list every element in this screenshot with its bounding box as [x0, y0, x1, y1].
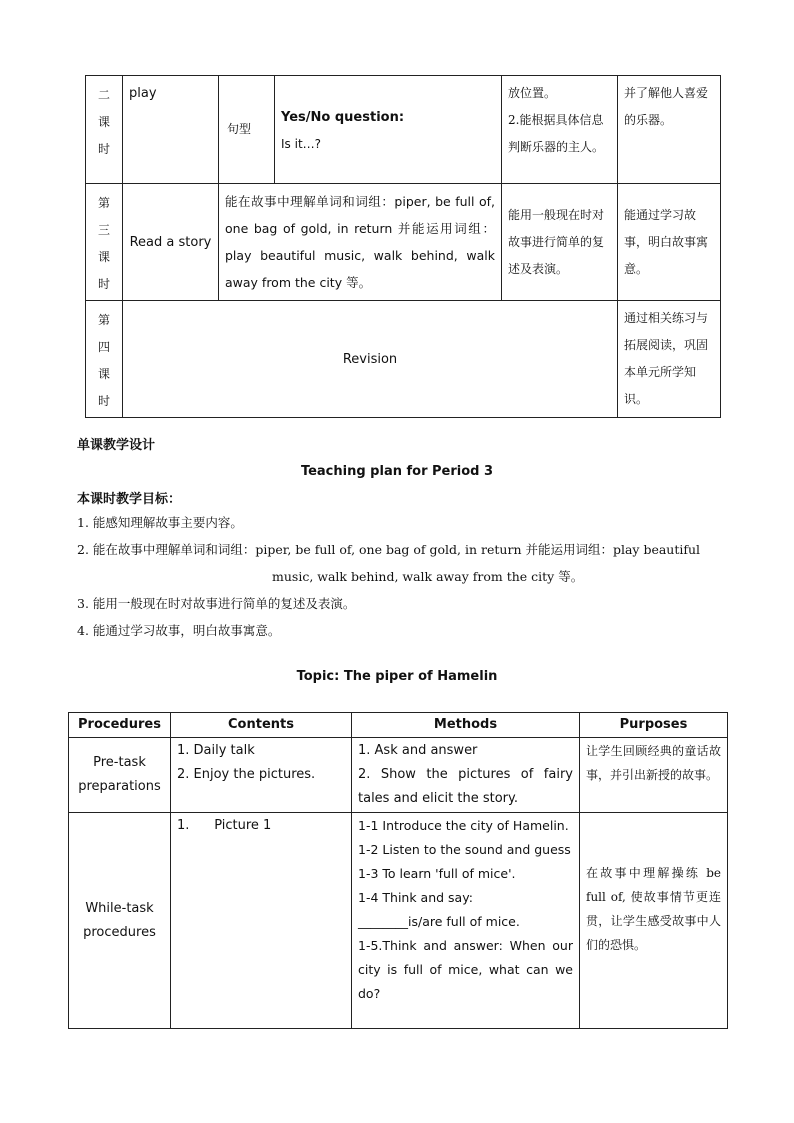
goal-line: 放位置。 [508, 86, 557, 100]
method-line: 1-5.Think and answer: When our city is full of mice, what can we do? [358, 938, 573, 1001]
period-3-details: 能在故事中理解单词和词组：piper, be full of, one bag of gold, in return 并能运用词组：play beautiful music, walk behind, walk away from the city 等。 [219, 184, 502, 301]
pattern-title: Yes/No question: [281, 110, 405, 125]
period-4-content-text: Revision [342, 351, 398, 367]
period-label-2: 二 课 时 [86, 76, 123, 184]
period-3-goal: 能用一般现在时对故事进行简单的复述及表演。 [502, 184, 618, 301]
method-line: 1-1 Introduce the city of Hamelin. [358, 818, 569, 833]
period-2-content [123, 76, 219, 184]
period-label-3: 第 三 课 时 [86, 184, 123, 301]
sentence-pattern-cell [275, 76, 502, 184]
sentence-pattern-label-text: 句型 [227, 122, 252, 136]
purpose-cell: 在故事中理解操练 be full of, 使故事情节更连贯，让学生感受故事中人们的恐惧。 [580, 813, 728, 1029]
objective-item-continued: music, walk behind, walk away from the city 等。 [272, 569, 584, 584]
objective-item: 4. 能通过学习故事，明白故事寓意。 [77, 623, 281, 638]
plan-title: Teaching plan for Period 3 [300, 464, 494, 479]
objective-item: 1. 能感知理解故事主要内容。 [77, 515, 243, 530]
header-contents: Contents [171, 713, 352, 738]
procedures-table [68, 712, 728, 1029]
pattern-example: Is it…? [281, 137, 322, 151]
objective-item: 3. 能用一般现在时对故事进行简单的复述及表演。 [77, 596, 356, 611]
method-line: 1. Ask and answer [358, 743, 478, 758]
topic-title: Topic: The piper of Hamelin [296, 669, 498, 684]
period-4-purpose: 通过相关练习与拓展阅读，巩固本单元所学知识。 [618, 301, 721, 418]
period-2-content-text: play [129, 86, 157, 101]
goal-line: 2.能根据具体信息判断乐器的主人。 [508, 113, 605, 154]
method-line: 1-2 Listen to the sound and guess [358, 842, 571, 857]
purpose-cell: 让学生回顾经典的童话故事，并引出新授的故事。 [580, 738, 728, 813]
contents-cell [171, 813, 352, 1029]
period-4-content [123, 301, 618, 418]
method-line: 2. Show the pictures of fairy tales and elicit the story. [358, 767, 573, 806]
objective-item: 2. 能在故事中理解单词和词组：piper, be full of, one bag of gold, in return 并能运用词组：play beautiful [77, 542, 701, 557]
contents-cell [171, 738, 352, 813]
section-title: 单课教学设计 [77, 438, 156, 453]
methods-cell [352, 813, 580, 1029]
method-line: 1-4 Think and say: [358, 890, 473, 905]
period-2-purpose: 并了解他人喜爱的乐器。 [618, 76, 721, 184]
method-line: ________is/are full of mice. [358, 914, 520, 929]
content-line: 1. Daily talk [177, 743, 255, 758]
sentence-pattern-label [219, 76, 275, 184]
method-line: 1-3 To learn 'full of mice'. [358, 866, 516, 881]
period-3-purpose: 能通过学习故事，明白故事寓意。 [618, 184, 721, 301]
procedure-cell: Pre-task preparations [69, 738, 171, 813]
period-label-4: 第 四 课 时 [86, 301, 123, 418]
header-procedures: Procedures [69, 713, 171, 738]
period-2-goals [502, 76, 618, 184]
content-line: 2. Enjoy the pictures. [177, 767, 316, 782]
unit-overview-table [85, 75, 721, 418]
header-purposes: Purposes [580, 713, 728, 738]
period-3-content-text: Read a story [129, 234, 212, 250]
objectives-label: 本课时教学目标： [77, 492, 182, 507]
methods-cell [352, 738, 580, 813]
procedure-cell: While-task procedures [69, 813, 171, 1029]
content-line: 1. Picture 1 [177, 818, 272, 833]
header-methods: Methods [352, 713, 580, 738]
period-3-content [123, 184, 219, 301]
